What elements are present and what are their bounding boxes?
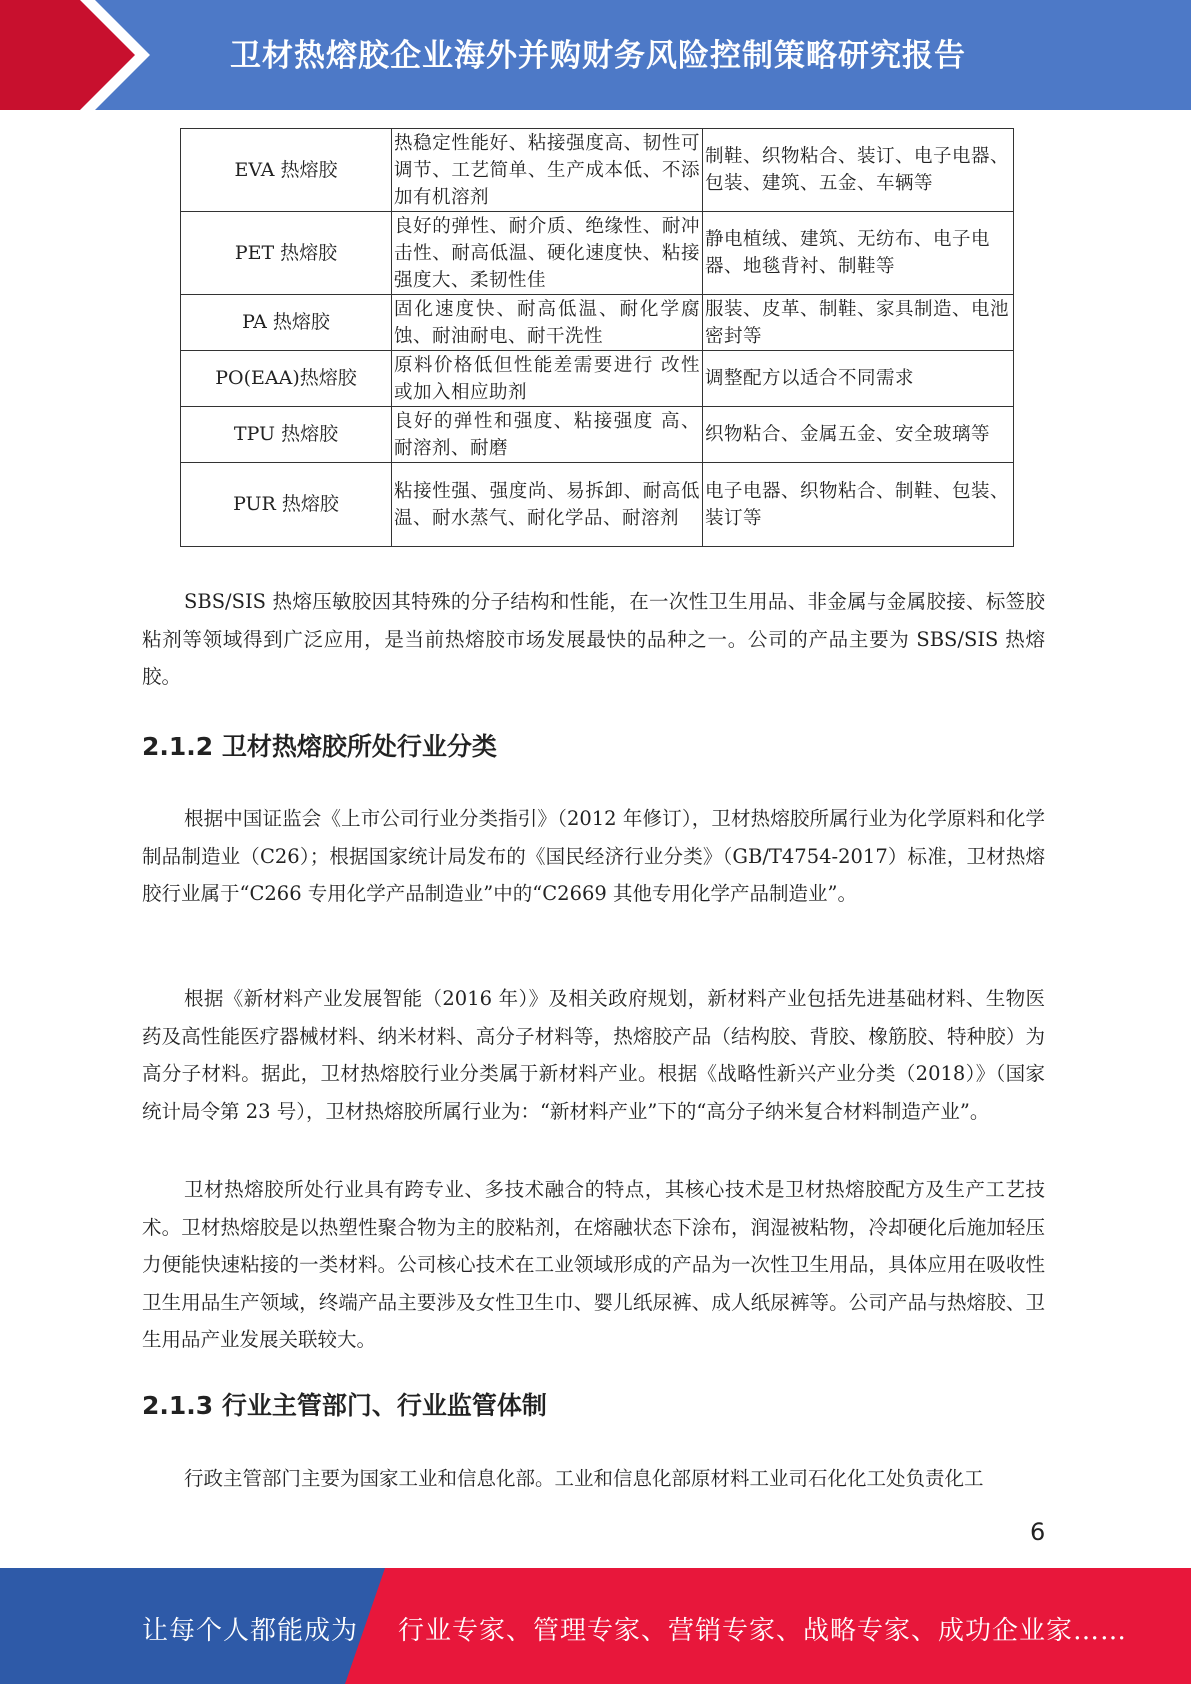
table-cell-uses: 电子电器、织物粘合、制鞋、包装、装订等	[703, 463, 1014, 547]
table-row	[181, 295, 1014, 351]
table-cell-type: EVA 热熔胶	[181, 129, 392, 212]
hot-melt-adhesive-table	[180, 128, 1014, 547]
table-cell-type: TPU 热熔胶	[181, 407, 392, 463]
table-row	[181, 407, 1014, 463]
section-heading-2-1-3: 2.1.3 行业主管部门、行业监管体制	[142, 1391, 547, 1420]
header-title: 卫材热熔胶企业海外并购财务风险控制策略研究报告	[230, 38, 966, 74]
table-cell-type: PO(EAA)热熔胶	[181, 351, 392, 407]
table-cell-uses: 制鞋、织物粘合、装订、电子电器、包装、建筑、五金、车辆等	[703, 129, 1014, 212]
table-row	[181, 351, 1014, 407]
paragraph-core-technology: 卫材热熔胶所处行业具有跨专业、多技术融合的特点，其核心技术是卫材热熔胶配方及生产工艺技术。卫材热熔胶是以热塑性聚合物为主的胶粘剂，在熔融状态下涂布，润湿被粘物，冷却硬化后施加轻压力便能快速粘接的一类材料。公司核心技术在工业领域形成的产品为一次性卫生用品，具体应用在吸收性卫生用品生产领域，终端产品主要涉及女性卫生巾、婴儿纸尿裤、成人纸尿裤等。公司产品与热熔胶、卫生用品产业发展关联较大。	[142, 1178, 1045, 1351]
header-red-chevron	[0, 0, 150, 110]
page-header	[0, 0, 1191, 110]
page-number: 6	[1030, 1518, 1046, 1546]
table-cell-features: 热稳定性能好、粘接强度高、韧性可调节、工艺简单、生产成本低、不添加有机溶剂	[392, 129, 703, 212]
paragraph-industry-classification: 根据中国证监会《上市公司行业分类指引》（2012 年修订），卫材热熔胶所属行业为化学原料和化学制品制造业（C26）；根据国家统计局发布的《国民经济行业分类》（GB/T4754-2017）标准，卫材热熔胶行业属于“C266 专用化学产品制造业”中的“C2669 其他专用化学产品制造业”。	[142, 807, 1045, 905]
table-cell-features: 粘接性强、强度尚、易拆卸、耐高低温、耐水蒸气、耐化学品、耐溶剂	[392, 463, 703, 547]
table-cell-features: 固化速度快、耐高低温、耐化学腐蚀、耐油耐电、耐干洗性	[392, 295, 703, 351]
table-cell-uses: 服装、皮革、制鞋、家具制造、电池密封等	[703, 295, 1014, 351]
section-heading-2-1-2: 2.1.2 卫材热熔胶所处行业分类	[142, 732, 497, 761]
paragraph-regulator: 行政主管部门主要为国家工业和信息化部。工业和信息化部原材料工业司石化化工处负责化工	[184, 1467, 984, 1490]
footer-slogan-right: 行业专家、管理专家、营销专家、战略专家、成功企业家……	[398, 1616, 1128, 1646]
table-cell-uses: 静电植绒、建筑、无纺布、电子电器、地毯背衬、制鞋等	[703, 212, 1014, 295]
paragraph-new-materials: 根据《新材料产业发展智能（2016 年）》及相关政府规划，新材料产业包括先进基础材料、生物医药及高性能医疗器械材料、纳米材料、高分子材料等，热熔胶产品（结构胶、背胶、橡筋胶、特种胶）为高分子材料。据此，卫材热熔胶行业分类属于新材料产业。根据《战略性新兴产业分类（2018）》（国家统计局令第 23 号），卫材热熔胶所属行业为：“新材料产业”下的“高分子纳米复合材料制造产业”。	[142, 987, 1045, 1123]
table-cell-features: 良好的弹性和强度、粘接强度 高、耐溶剂、耐磨	[392, 407, 703, 463]
table-cell-features: 良好的弹性、耐介质、绝缘性、耐冲击性、耐高低温、硬化速度快、粘接强度大、柔韧性佳	[392, 212, 703, 295]
table-cell-type: PA 热熔胶	[181, 295, 392, 351]
footer-slogan-left: 让每个人都能成为	[142, 1616, 359, 1646]
paragraph-sbs-sis: SBS/SIS 热熔压敏胶因其特殊的分子结构和性能，在一次性卫生用品、非金属与金属胶接、标签胶粘剂等领域得到广泛应用，是当前热熔胶市场发展最快的品种之一。公司的产品主要为 SBS/SIS 热熔胶。	[142, 590, 1045, 688]
table-row	[181, 212, 1014, 295]
table-cell-features: 原料价格低但性能差需要进行 改性或加入相应助剂	[392, 351, 703, 407]
table-cell-type: PET 热熔胶	[181, 212, 392, 295]
table-row	[181, 463, 1014, 547]
table-cell-uses: 调整配方以适合不同需求	[703, 351, 1014, 407]
table-cell-uses: 织物粘合、金属五金、安全玻璃等	[703, 407, 1014, 463]
table-row	[181, 129, 1014, 212]
table-cell-type: PUR 热熔胶	[181, 463, 392, 547]
